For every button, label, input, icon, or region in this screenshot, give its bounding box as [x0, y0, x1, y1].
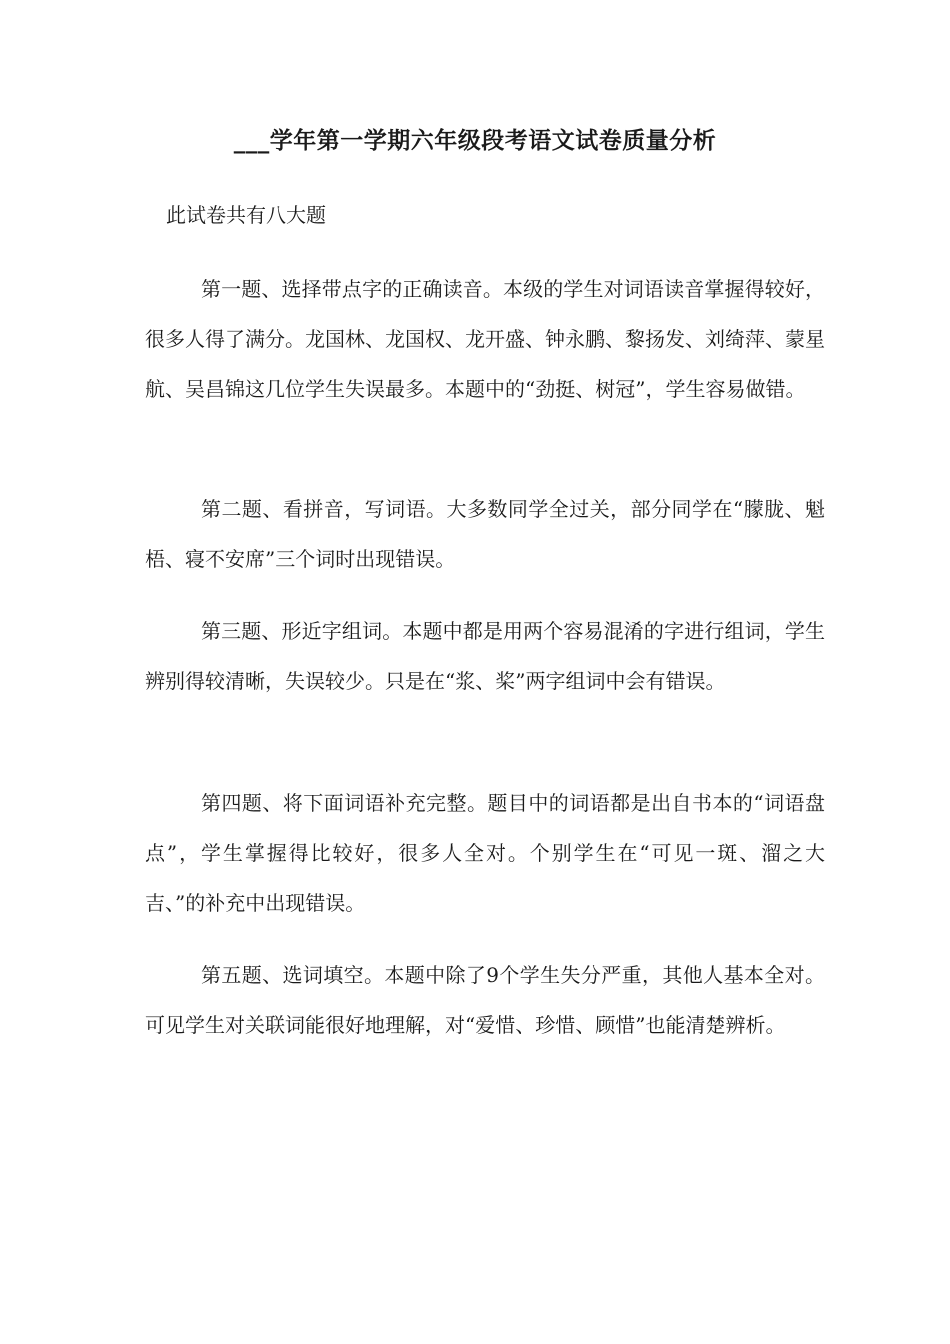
paragraph-question-3: 第三题、形近字组词。本题中都是用两个容易混淆的字进行组词，学生辨别得较清晰，失误较少。只是在“浆、桨”两字组词中会有错误。 [145, 619, 825, 693]
paragraph-question-2: 第二题、看拼音，写词语。大多数同学全过关，部分同学在“朦胧、魁梧、寝不安席”三个词时出现错误。 [145, 497, 825, 571]
paragraph-question-5: 第五题、选词填空。本题中除了9个学生失分严重，其他人基本全对。可见学生对关联词能很好地理解，对“爱惜、珍惜、顾惜”也能清楚辨析。 [145, 963, 825, 1037]
paragraph-question-1: 第一题、选择带点字的正确读音。本级的学生对词语读音掌握得较好，很多人得了满分。龙国林、龙国权、龙开盛、钟永鹏、黎扬发、刘绮萍、蒙星航、吴昌锦这几位学生失误最多。本题中的“劲挺、树冠”，学生容易做错。 [145, 277, 825, 401]
intro-line: 此试卷共有八大题 [166, 203, 326, 227]
paragraph-question-4: 第四题、将下面词语补充完整。题目中的词语都是出自书本的“词语盘点”，学生掌握得比较好，很多人全对。个别学生在“可见一斑、溜之大吉、”的补充中出现错误。 [145, 791, 825, 915]
document-title: ___学年第一学期六年级段考语文试卷质量分析 [233, 127, 717, 154]
